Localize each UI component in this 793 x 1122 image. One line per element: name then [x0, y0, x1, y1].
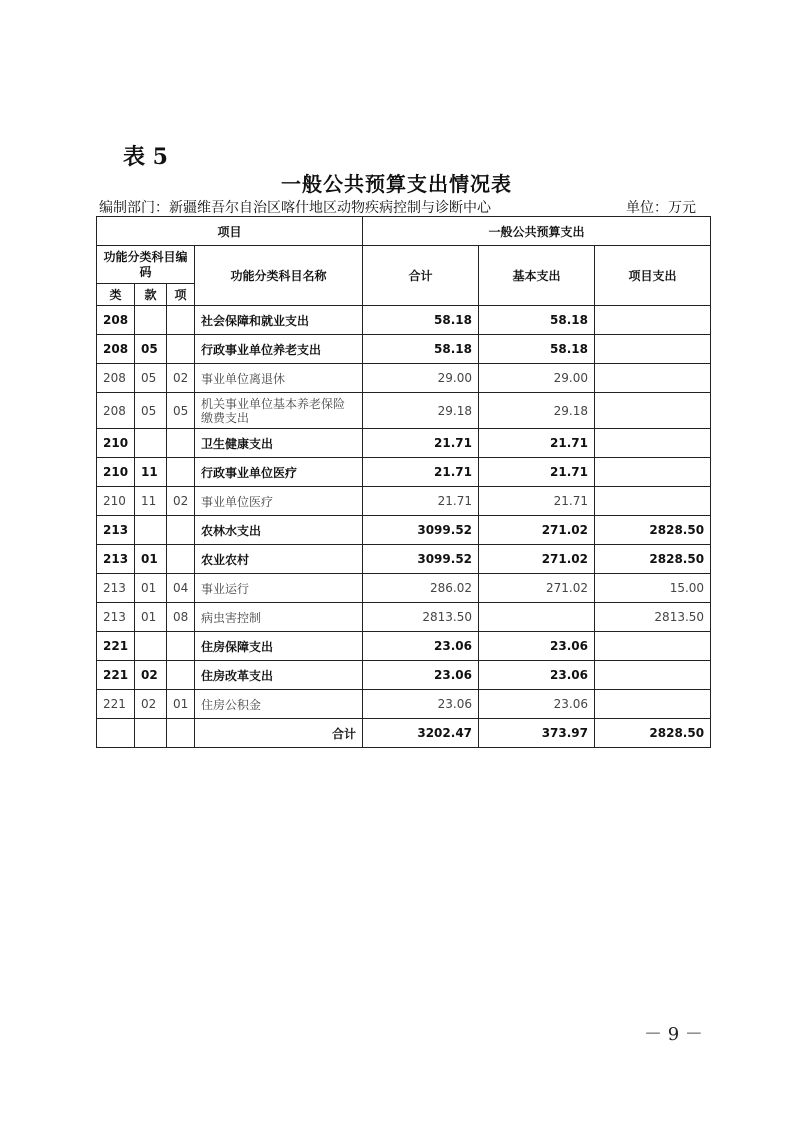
cell-project: [595, 632, 711, 661]
cell-xiang: 02: [167, 364, 195, 393]
cell-xiang: 01: [167, 690, 195, 719]
cell-name: 事业运行: [195, 574, 363, 603]
table-row: [97, 364, 711, 393]
cell-lei: 213: [97, 545, 135, 574]
cell-kuan: 01: [135, 603, 167, 632]
cell-project: [595, 458, 711, 487]
cell-xiang: [167, 429, 195, 458]
cell-basic: 23.06: [479, 661, 595, 690]
table-row: [97, 690, 711, 719]
cell-name: 行政事业单位养老支出: [195, 335, 363, 364]
cell-lei: 221: [97, 632, 135, 661]
cell-name: 社会保障和就业支出: [195, 306, 363, 335]
table-row: [97, 487, 711, 516]
cell-total: 29.18: [363, 393, 479, 429]
table-row: [97, 306, 711, 335]
cell-total: 29.00: [363, 364, 479, 393]
cell-xiang: 05: [167, 393, 195, 429]
cell-empty: [97, 719, 135, 748]
cell-kuan: [135, 516, 167, 545]
cell-total: 58.18: [363, 306, 479, 335]
header-total: 合计: [363, 246, 479, 306]
cell-xiang: [167, 661, 195, 690]
cell-project: [595, 690, 711, 719]
table-row: [97, 393, 711, 429]
table-row: [97, 429, 711, 458]
cell-lei: 210: [97, 487, 135, 516]
total-project: 2828.50: [595, 719, 711, 748]
cell-kuan: [135, 632, 167, 661]
cell-lei: 208: [97, 364, 135, 393]
cell-basic: 271.02: [479, 545, 595, 574]
cell-kuan: 01: [135, 574, 167, 603]
table-row: [97, 335, 711, 364]
cell-basic: 21.71: [479, 429, 595, 458]
cell-basic: [479, 603, 595, 632]
cell-kuan: 01: [135, 545, 167, 574]
cell-basic: 29.00: [479, 364, 595, 393]
cell-project: [595, 429, 711, 458]
cell-kuan: 05: [135, 335, 167, 364]
cell-lei: 213: [97, 603, 135, 632]
cell-project: 2828.50: [595, 545, 711, 574]
cell-name: 住房改革支出: [195, 661, 363, 690]
cell-xiang: [167, 458, 195, 487]
header-basic: 基本支出: [479, 246, 595, 306]
cell-xiang: [167, 335, 195, 364]
cell-basic: 58.18: [479, 335, 595, 364]
cell-empty: [135, 719, 167, 748]
table-row: [97, 545, 711, 574]
cell-total: 286.02: [363, 574, 479, 603]
cell-basic: 23.06: [479, 690, 595, 719]
cell-lei: 208: [97, 393, 135, 429]
cell-total: 21.71: [363, 458, 479, 487]
cell-kuan: 05: [135, 393, 167, 429]
cell-lei: 213: [97, 574, 135, 603]
table-row: [97, 458, 711, 487]
cell-project: [595, 306, 711, 335]
cell-xiang: 02: [167, 487, 195, 516]
header-item: 项目: [97, 217, 363, 246]
cell-name: 住房公积金: [195, 690, 363, 719]
total-sum: 3202.47: [363, 719, 479, 748]
cell-kuan: 11: [135, 487, 167, 516]
table-row: [97, 603, 711, 632]
table-row: [97, 516, 711, 545]
cell-project: 2828.50: [595, 516, 711, 545]
header-row-top: [97, 217, 711, 246]
header-code: 功能分类科目编码: [97, 246, 195, 284]
cell-project: 15.00: [595, 574, 711, 603]
cell-total: 3099.52: [363, 545, 479, 574]
cell-basic: 271.02: [479, 574, 595, 603]
cell-total: 21.71: [363, 487, 479, 516]
cell-total: 23.06: [363, 690, 479, 719]
cell-xiang: [167, 516, 195, 545]
cell-total: 23.06: [363, 632, 479, 661]
header-xiang: 项: [167, 284, 195, 306]
cell-name: 农林水支出: [195, 516, 363, 545]
cell-lei: 221: [97, 690, 135, 719]
cell-lei: 208: [97, 306, 135, 335]
cell-total: 2813.50: [363, 603, 479, 632]
cell-basic: 271.02: [479, 516, 595, 545]
header-name: 功能分类科目名称: [195, 246, 363, 306]
cell-kuan: 02: [135, 690, 167, 719]
cell-kuan: [135, 429, 167, 458]
header-budget: 一般公共预算支出: [363, 217, 711, 246]
cell-basic: 29.18: [479, 393, 595, 429]
cell-basic: 21.71: [479, 458, 595, 487]
header-kuan: 款: [135, 284, 167, 306]
header-row-mid: [97, 246, 711, 284]
cell-kuan: [135, 306, 167, 335]
compiling-department: 编制部门：新疆维吾尔自治区喀什地区动物疾病控制与诊断中心: [99, 200, 491, 216]
cell-name: 事业单位医疗: [195, 487, 363, 516]
total-row: [97, 719, 711, 748]
cell-xiang: [167, 632, 195, 661]
page-number: － 9 －: [644, 1024, 703, 1045]
cell-project: [595, 335, 711, 364]
cell-project: [595, 661, 711, 690]
cell-xiang: [167, 306, 195, 335]
cell-name: 行政事业单位医疗: [195, 458, 363, 487]
cell-project: [595, 364, 711, 393]
cell-xiang: [167, 545, 195, 574]
cell-name: 机关事业单位基本养老保险缴费支出: [195, 393, 363, 429]
cell-name: 农业农村: [195, 545, 363, 574]
cell-xiang: 04: [167, 574, 195, 603]
cell-kuan: 05: [135, 364, 167, 393]
cell-lei: 213: [97, 516, 135, 545]
cell-project: [595, 487, 711, 516]
cell-name: 住房保障支出: [195, 632, 363, 661]
total-basic: 373.97: [479, 719, 595, 748]
cell-kuan: 11: [135, 458, 167, 487]
cell-basic: 58.18: [479, 306, 595, 335]
cell-basic: 21.71: [479, 487, 595, 516]
cell-xiang: 08: [167, 603, 195, 632]
total-label: 合计: [195, 719, 363, 748]
cell-kuan: 02: [135, 661, 167, 690]
header-project: 项目支出: [595, 246, 711, 306]
cell-name: 卫生健康支出: [195, 429, 363, 458]
cell-project: 2813.50: [595, 603, 711, 632]
cell-name: 事业单位离退休: [195, 364, 363, 393]
page-title: 一般公共预算支出情况表: [281, 172, 512, 196]
cell-name: 病虫害控制: [195, 603, 363, 632]
cell-lei: 210: [97, 458, 135, 487]
table-row: [97, 632, 711, 661]
cell-total: 23.06: [363, 661, 479, 690]
table-label: 表 5: [123, 144, 168, 170]
unit-label: 单位：万元: [626, 200, 696, 216]
header-lei: 类: [97, 284, 135, 306]
cell-total: 21.71: [363, 429, 479, 458]
cell-total: 3099.52: [363, 516, 479, 545]
cell-basic: 23.06: [479, 632, 595, 661]
cell-lei: 208: [97, 335, 135, 364]
cell-total: 58.18: [363, 335, 479, 364]
cell-lei: 210: [97, 429, 135, 458]
cell-empty: [167, 719, 195, 748]
cell-project: [595, 393, 711, 429]
table-row: [97, 661, 711, 690]
table-row: [97, 574, 711, 603]
cell-lei: 221: [97, 661, 135, 690]
budget-table: [96, 216, 711, 748]
